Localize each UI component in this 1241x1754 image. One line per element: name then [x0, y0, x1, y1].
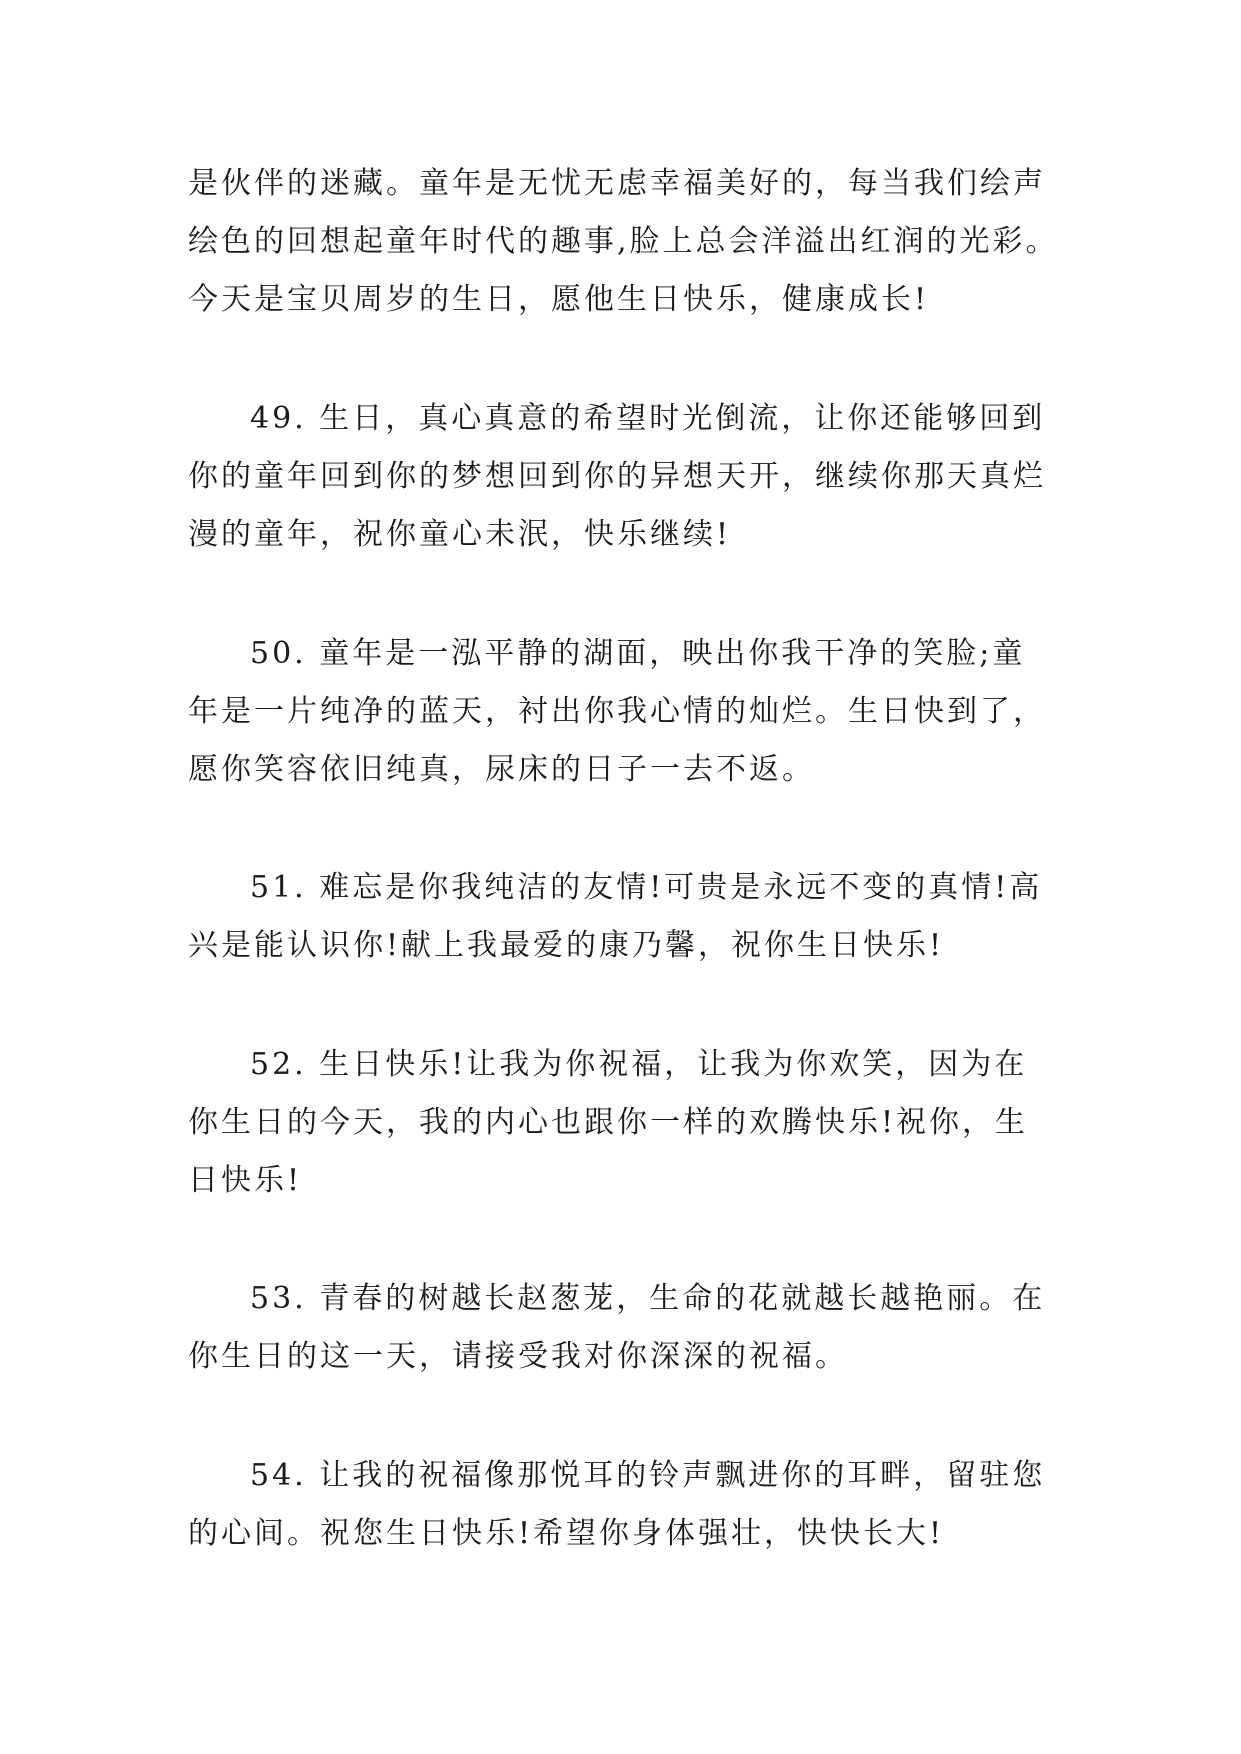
text-line: 今天是宝贝周岁的生日，愿他生日快乐，健康成长!: [188, 282, 930, 317]
text-line: 你生日的今天，我的内心也跟你一样的欢腾快乐!祝你，生: [188, 1105, 1029, 1140]
text-line: 49. 生日，真心真意的希望时光倒流，让你还能够回到: [250, 401, 1046, 436]
text-line: 绘色的回想起童年时代的趣事,脸上总会洋溢出红润的光彩。: [188, 224, 1059, 259]
text-line: 愿你笑容依旧纯真，尿床的日子一去不返。: [188, 752, 815, 787]
paragraph-50: [188, 625, 1068, 799]
text-line: 日快乐!: [188, 1163, 303, 1198]
text-line: 年是一片纯净的蓝天，衬出你我心情的灿烂。生日快到了，: [188, 694, 1046, 729]
text-line: 兴是能认识你!献上我最爱的康乃馨，祝你生日快乐!: [188, 928, 945, 963]
paragraph-52: [188, 1036, 1068, 1210]
text-line: 52. 生日快乐!让我为你祝福，让我为你欢笑，因为在: [250, 1047, 1028, 1082]
text-line: 你生日的这一天，请接受我对你深深的祝福。: [188, 1339, 848, 1374]
text-line: 是伙伴的迷藏。童年是无忧无虑幸福美好的，每当我们绘声: [188, 166, 1046, 201]
text-line: 的心间。祝您生日快乐!希望你身体强壮，快快长大!: [188, 1516, 945, 1551]
paragraph-54: [188, 1447, 1068, 1563]
text-line: 53. 青春的树越长赵葱茏，生命的花就越长越艳丽。在: [250, 1281, 1046, 1316]
text-line: 51. 难忘是你我纯洁的友情!可贵是永远不变的真情!高: [250, 870, 1043, 905]
paragraph-49: [188, 390, 1068, 564]
text-line: 漫的童年，祝你童心未泯，快乐继续!: [188, 517, 732, 552]
text-line: 54. 让我的祝福像那悦耳的铃声飘进你的耳畔，留驻您: [250, 1458, 1046, 1493]
text-line: 50. 童年是一泓平静的湖面，映出你我干净的笑脸;童: [250, 636, 1026, 671]
paragraph-continuation: [188, 155, 1068, 329]
paragraph-51: [188, 859, 1068, 975]
paragraph-53: [188, 1270, 1068, 1386]
text-line: 你的童年回到你的梦想回到你的异想天开，继续你那天真烂: [188, 459, 1046, 494]
